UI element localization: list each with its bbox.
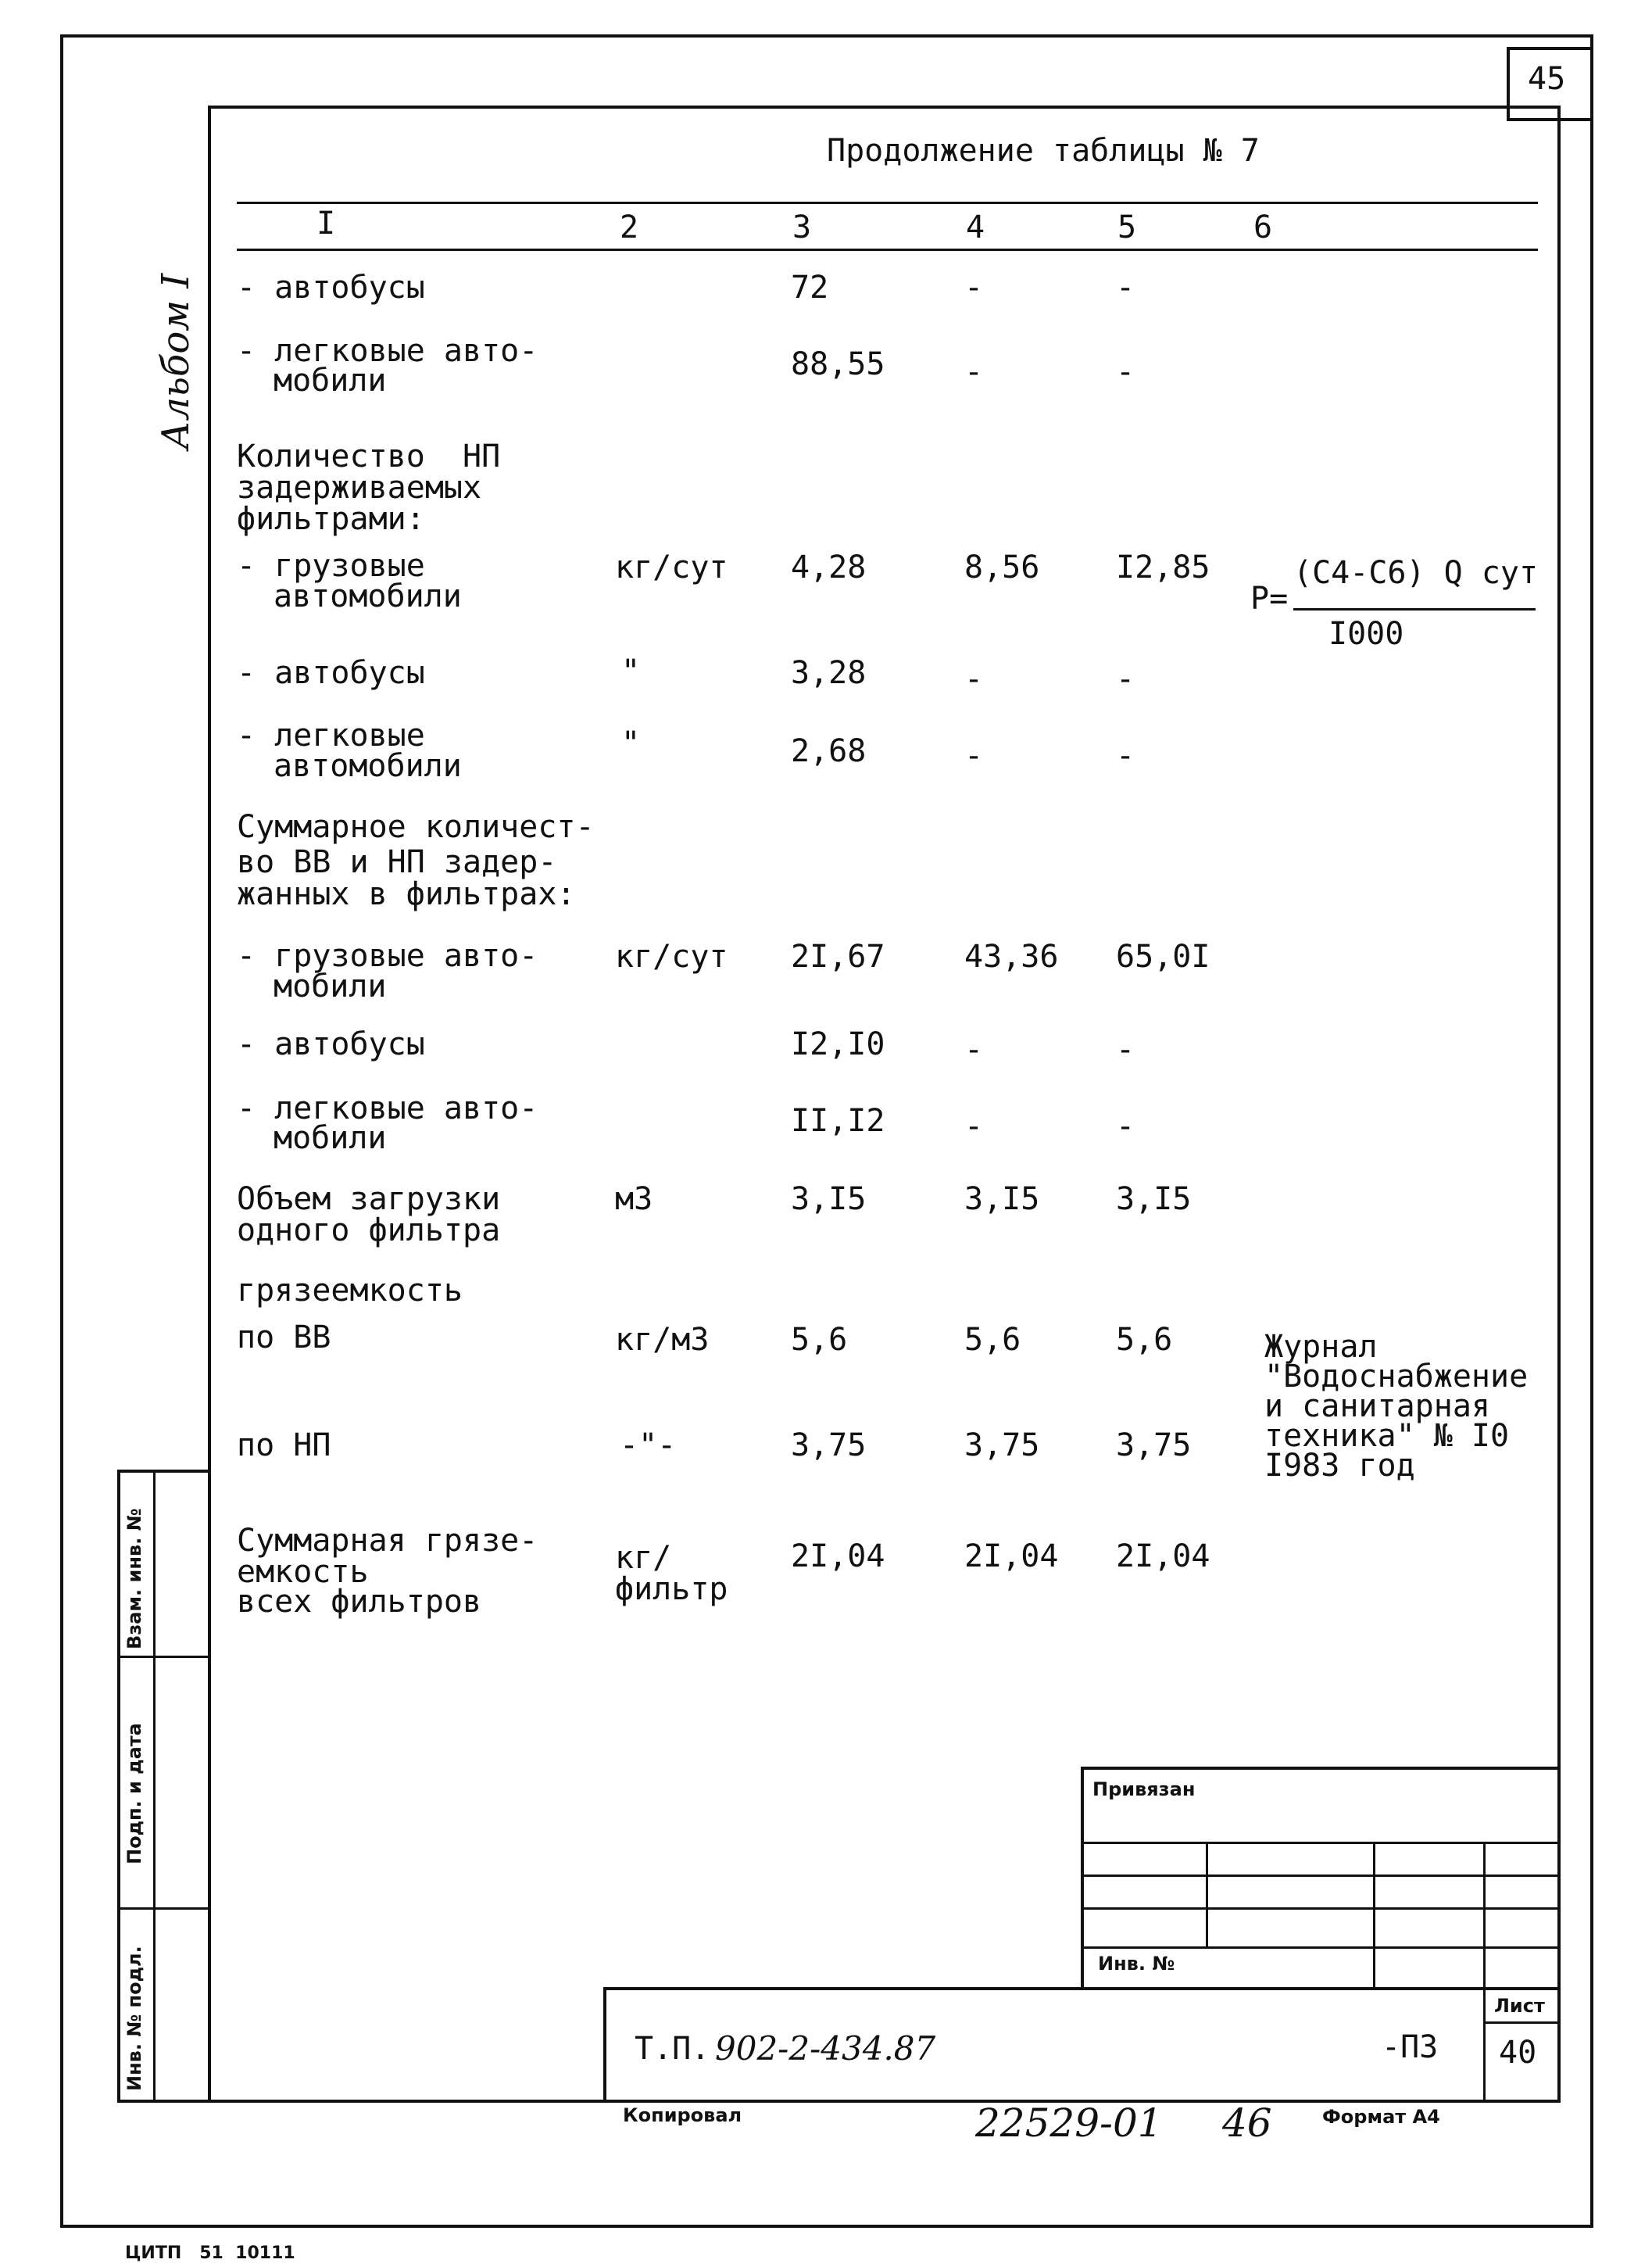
- section-heading: грязеемкость: [237, 1273, 463, 1309]
- note-line: Журнал: [1264, 1329, 1378, 1365]
- kopiroval-label: Копировал: [623, 2104, 742, 2126]
- note-line: "Водоснабжение: [1264, 1359, 1529, 1395]
- cell-c5: I2,85: [1116, 550, 1210, 585]
- cell-c4: -: [964, 270, 984, 306]
- stamp-line: [1081, 1907, 1561, 1910]
- cell-c3: I2,I0: [791, 1026, 885, 1062]
- col-header-3: 3: [792, 209, 812, 245]
- section-heading: фильтрами:: [237, 501, 425, 537]
- row-label: - легковые: [237, 718, 425, 754]
- note-line: и санитарная: [1264, 1388, 1490, 1424]
- cell-c5: 5,6: [1116, 1322, 1173, 1358]
- row-label: мобили: [274, 1120, 387, 1156]
- cell-c4: -: [964, 354, 984, 390]
- section-heading: задерживаемых: [237, 470, 482, 506]
- page-number: 45: [1528, 61, 1566, 97]
- row-label: одного фильтра: [237, 1212, 501, 1248]
- row-label: - грузовые: [237, 548, 425, 584]
- side-stamp-line: [117, 1656, 211, 1658]
- side-label-vzam: Взам. инв. №: [123, 1508, 145, 1649]
- cell-unit: фильтр: [615, 1571, 728, 1607]
- footer-number: 22529-01: [975, 2100, 1163, 2146]
- cell-c4: 3,75: [964, 1427, 1040, 1463]
- cell-c4: -: [964, 738, 984, 774]
- list-number: 40: [1499, 2035, 1537, 2071]
- row-label: - автобусы: [237, 270, 425, 306]
- doc-suffix: -ПЗ: [1382, 2029, 1439, 2065]
- col-header-4: 4: [966, 209, 985, 245]
- cell-unit: кг/сут: [615, 939, 728, 975]
- row-label: - легковые авто-: [237, 1090, 538, 1126]
- cell-c5: -: [1116, 1032, 1135, 1068]
- row-label: емкость: [237, 1554, 369, 1590]
- cell-unit: кг/сут: [615, 550, 728, 585]
- stamp-line: [1081, 1946, 1561, 1949]
- list-label: Лист: [1494, 1995, 1545, 2017]
- row-label: автомобили: [274, 578, 462, 614]
- stamp-line: [1081, 1874, 1561, 1877]
- row-label: мобили: [274, 363, 387, 399]
- note-line: I983 год: [1264, 1448, 1415, 1484]
- list-col: [1483, 1987, 1486, 2103]
- cell-unit: кг/: [615, 1540, 672, 1576]
- header-bottom-line: [237, 249, 1538, 251]
- stamp-col: [1373, 1842, 1375, 1990]
- side-label-inv: Инв. № подл.: [123, 1946, 145, 2091]
- cell-unit: кг/м3: [615, 1322, 710, 1358]
- header-top-line: [237, 202, 1538, 204]
- cell-c3: 5,6: [791, 1322, 848, 1358]
- inv-no-label: Инв. №: [1098, 1953, 1175, 1975]
- row-label: мобили: [274, 969, 387, 1004]
- formula-numerator: (C4-C6) Q сут: [1293, 555, 1539, 591]
- row-label: Суммарная грязе-: [237, 1523, 538, 1559]
- cell-c5: -: [1116, 270, 1135, 306]
- col-header-2: 2: [620, 209, 639, 245]
- side-label-podp: Подп. и дата: [123, 1723, 145, 1864]
- cell-c3: 4,28: [791, 550, 867, 585]
- doc-code: Т.П.: [635, 2031, 710, 2067]
- row-label: - грузовые авто-: [237, 938, 538, 974]
- cell-c4: 2I,04: [964, 1538, 1059, 1574]
- cell-c5: 65,0I: [1116, 939, 1210, 975]
- row-label: по НП: [237, 1427, 331, 1463]
- row-label: - автобусы: [237, 1026, 425, 1062]
- table-title: Продолжение таблицы № 7: [827, 133, 1260, 169]
- cell-c3: II,I2: [791, 1103, 885, 1139]
- cell-c4: -: [964, 1032, 984, 1068]
- cell-c4: -: [964, 661, 984, 697]
- stamp-col: [1206, 1842, 1208, 1946]
- cell-c4: 43,36: [964, 939, 1059, 975]
- cell-unit: -"-: [620, 1427, 677, 1463]
- cell-c3: 2,68: [791, 733, 867, 769]
- cell-c4: 5,6: [964, 1322, 1021, 1358]
- list-line: [1483, 2021, 1561, 2024]
- row-label: - легковые авто-: [237, 333, 538, 369]
- col-header-1: I: [316, 206, 336, 242]
- side-stamp-line: [117, 1907, 211, 1910]
- col-header-6: 6: [1253, 209, 1273, 245]
- cell-c4: 3,I5: [964, 1181, 1040, 1217]
- formula-p: P=: [1250, 581, 1289, 617]
- cell-c3: 3,75: [791, 1427, 867, 1463]
- privyazan-label: Привязан: [1092, 1778, 1196, 1800]
- cell-unit: ": [621, 725, 641, 761]
- cell-c5: 3,75: [1116, 1427, 1192, 1463]
- cell-c5: -: [1116, 738, 1135, 774]
- col-header-5: 5: [1117, 209, 1137, 245]
- cell-c5: -: [1116, 354, 1135, 390]
- doc-code-handwritten: 902-2-434.87: [715, 2029, 936, 2068]
- section-heading: Суммарное количест-: [237, 809, 595, 845]
- format-label: Формат А4: [1322, 2106, 1440, 2128]
- section-heading: во ВВ и НП задер-: [237, 844, 557, 880]
- row-label: автомобили: [274, 748, 462, 784]
- cell-c5: 3,I5: [1116, 1181, 1192, 1217]
- cell-c5: -: [1116, 1108, 1135, 1144]
- cell-c3: 88,55: [791, 346, 885, 382]
- cell-c3: 3,I5: [791, 1181, 867, 1217]
- cell-c3: 2I,67: [791, 939, 885, 975]
- cell-c5: -: [1116, 661, 1135, 697]
- cell-unit: м3: [615, 1181, 653, 1217]
- cell-c3: 72: [791, 270, 829, 306]
- formula-denominator: I000: [1328, 616, 1404, 652]
- cell-c4: -: [964, 1108, 984, 1144]
- footer-number-2: 46: [1222, 2100, 1272, 2146]
- row-label: по ВВ: [237, 1319, 331, 1355]
- row-label: всех фильтров: [237, 1584, 482, 1620]
- cell-c3: 2I,04: [791, 1538, 885, 1574]
- cell-c4: 8,56: [964, 550, 1040, 585]
- note-line: техника" № I0: [1264, 1418, 1510, 1454]
- cell-c3: 3,28: [791, 655, 867, 691]
- print-code: ЦИТП 51 10111: [125, 2243, 295, 2263]
- cell-unit: ": [621, 653, 641, 689]
- section-heading: Количество НП: [237, 439, 501, 474]
- row-label: Объем загрузки: [237, 1181, 501, 1217]
- side-stamp-divider: [153, 1470, 156, 2103]
- stamp-col: [1483, 1842, 1486, 1990]
- section-heading: жанных в фильтрах:: [237, 876, 576, 912]
- album-label: Альбом I: [154, 273, 198, 449]
- stamp-line: [1081, 1842, 1561, 1844]
- cell-c5: 2I,04: [1116, 1538, 1210, 1574]
- row-label: - автобусы: [237, 655, 425, 691]
- formula-bar: [1293, 608, 1536, 611]
